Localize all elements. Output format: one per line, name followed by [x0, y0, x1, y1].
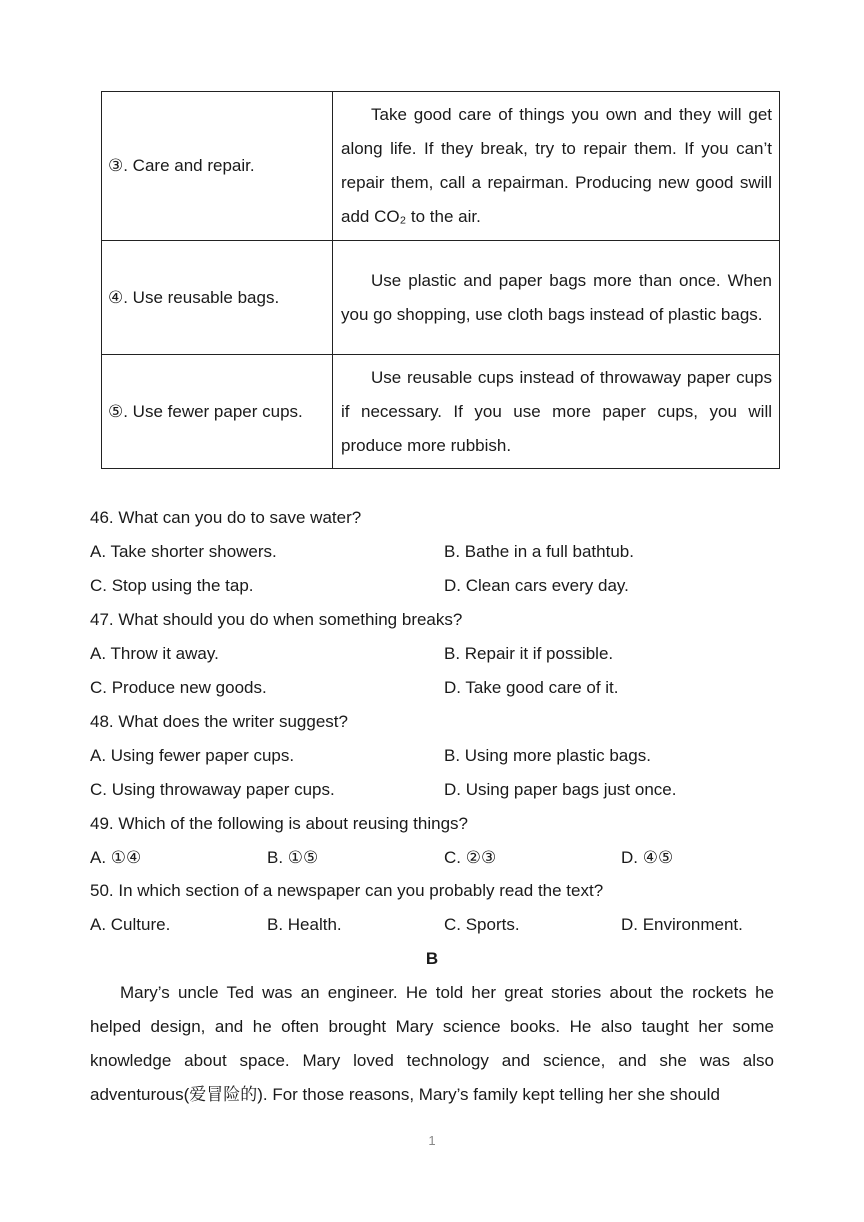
tip-row: [102, 92, 780, 241]
option-49-c: C. ②③: [444, 848, 497, 867]
tip-body-text: Use reusable cups instead of throwaway paper cups if necessary. If you use more paper cups, you will produce more rubbish.: [341, 367, 772, 455]
option-46-a: A. Take shorter showers.: [90, 542, 277, 561]
option-50-b: B. Health.: [267, 915, 342, 934]
question-49: 49. Which of the following is about reusing things?: [90, 814, 469, 833]
option-49-a: A. ①④: [90, 848, 142, 867]
option-50-a: A. Culture.: [90, 915, 171, 934]
option-48-d: D. Using paper bags just once.: [444, 780, 677, 799]
option-47-a: A. Throw it away.: [90, 644, 219, 663]
tip-body: [333, 92, 780, 241]
tip-body-text: Take good care of things you own and they will get along life. If they break, try to repair them. If you can’t repair them, call a repairman. Producing new good swill add CO₂ to the air.: [341, 105, 772, 226]
option-47-b: B. Repair it if possible.: [444, 644, 614, 663]
option-50-c: C. Sports.: [444, 915, 520, 934]
option-48-c: C. Using throwaway paper cups.: [90, 780, 335, 799]
tip-title: ③. Care and repair.: [102, 92, 333, 241]
option-46-d: D. Clean cars every day.: [444, 576, 629, 595]
tip-title: ⑤. Use fewer paper cups.: [102, 355, 333, 469]
option-49-d: D. ④⑤: [621, 848, 674, 867]
option-48-b: B. Using more plastic bags.: [444, 746, 651, 765]
tip-title: ④. Use reusable bags.: [102, 241, 333, 355]
option-46-b: B. Bathe in a full bathtub.: [444, 542, 634, 561]
passage-paragraph: [90, 976, 774, 1112]
option-47-c: C. Produce new goods.: [90, 678, 267, 697]
tip-body: [333, 355, 780, 469]
option-48-a: A. Using fewer paper cups.: [90, 746, 295, 765]
question-48: 48. What does the writer suggest?: [90, 712, 348, 731]
tip-row: [102, 241, 780, 355]
option-46-c: C. Stop using the tap.: [90, 576, 254, 595]
tip-body: [333, 241, 780, 355]
tips-table: [101, 91, 780, 469]
question-50: 50. In which section of a newspaper can you probably read the text?: [90, 881, 604, 900]
question-47: 47. What should you do when something breaks?: [90, 610, 463, 629]
page-number: 1: [428, 1133, 436, 1148]
passage-text: Mary’s uncle Ted was an engineer. He told her great stories about the rockets he helped design, and he often brought Mary science books. He also taught her some knowledge about space. Mary loved technology and science, and she was also adventurous(爱冒险的). For those reasons, Mary’s family kept telling her she should: [90, 983, 774, 1104]
tip-body-text: Use plastic and paper bags more than once. When you go shopping, use cloth bags instead of plastic bags.: [341, 270, 772, 324]
tip-row: [102, 355, 780, 469]
option-50-d: D. Environment.: [621, 915, 743, 934]
question-46: 46. What can you do to save water?: [90, 508, 362, 527]
option-47-d: D. Take good care of it.: [444, 678, 619, 697]
section-heading: B: [425, 949, 439, 968]
option-49-b: B. ①⑤: [267, 848, 319, 867]
